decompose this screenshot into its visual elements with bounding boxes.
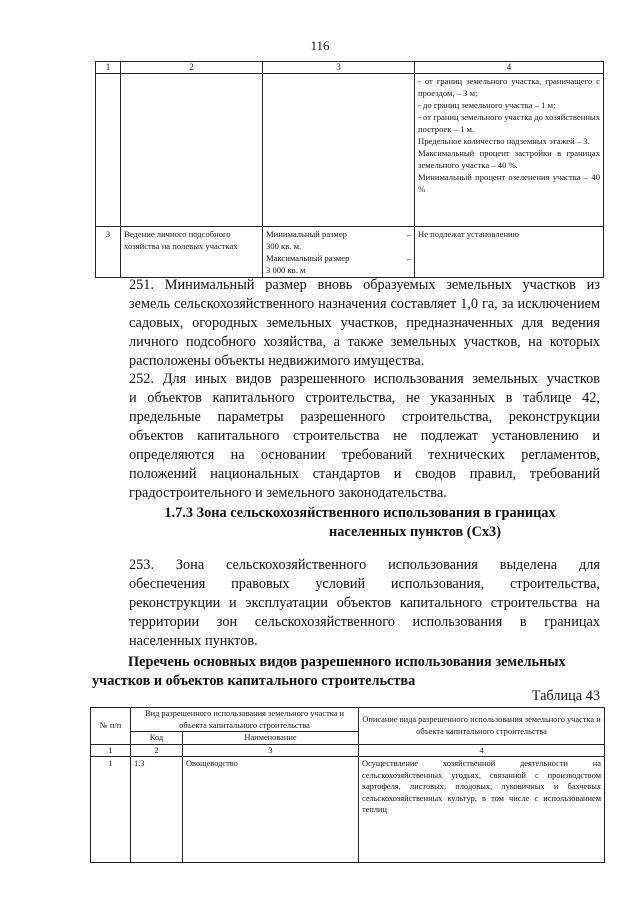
min-size-dash: – <box>406 229 411 239</box>
row-name: Овощеводство <box>183 757 359 863</box>
list-heading: Перечень основных видов разрешенного использования земельных участков и объектов капитального строительства <box>92 654 566 689</box>
paragraph-252: 252. Для иных видов разрешенного использования земельных участков и объектов капитального строительства, не указанных в таблице 42, предельные параметры разрешенного строительства, реконструкции объектов капитального строительства не подлежат установлению и определяются на основании требований технических регламентов, положений национальных стандартов и сводов правил, требований градостроительного и земельного законодательства. <box>129 371 600 501</box>
table-42-continuation <box>95 61 604 278</box>
row-number: 1 <box>91 757 131 863</box>
col-num-2: 2 <box>121 62 263 74</box>
header-description: Описание вида разрешенного использования земельного участка и объекта капитального строительства <box>359 708 605 745</box>
section-heading: 1.7.3 Зона сельскохозяйственного использования в границах населенных пунктов (Сх3) <box>164 505 556 540</box>
table-row <box>91 757 605 863</box>
table-caption: Таблица 43 <box>531 688 600 704</box>
max-size-dash: – <box>406 253 411 263</box>
paragraph-253: 253. Зона сельскохозяйственного использования выделена для обеспечения правовых условий использования, строительства, реконструкции и эксплуатации объектов капитального строительства на территории зон сельскохозяйственного использования в границах населенных пунктов. <box>129 557 600 649</box>
paragraph-251: 251. Минимальный размер вновь образуемых земельных участков из земель сельскохозяйственного назначения составляет 1,0 га, за исключением садовых, огородных земельных участков, предназначенных для ведения личного подсобного хозяйства, а также земельных участков, на которых расположены объекты недвижимого имущества. <box>129 277 600 369</box>
param-line: - от границ земельного участка до хозяйственных построек – 1 м. <box>418 112 600 134</box>
param-line: - до границ земельного участка – 1 м; <box>418 100 556 110</box>
max-size-value: 3 000 кв. м <box>266 265 306 275</box>
col-num-1: 1 <box>96 62 121 74</box>
col-num-3: 3 <box>263 62 415 74</box>
table-header-row <box>91 744 605 757</box>
header-name: Наименование <box>183 732 359 745</box>
table-43 <box>90 707 605 863</box>
table-header-row <box>91 708 605 732</box>
header-kind: Вид разрешенного использования земельного участка и объекта капитального строительства <box>131 708 359 732</box>
table-row <box>96 74 604 227</box>
parameters-cell: Не подлежат установлению <box>415 227 604 278</box>
min-size-value: 300 кв. м. <box>266 241 302 251</box>
col-num-4: 4 <box>359 744 605 757</box>
param-line: - от границ земельного участка, граничащего с проездом, – 3 м; <box>418 76 600 98</box>
row-code: 1.3 <box>131 757 183 863</box>
col-num-1: 1 <box>91 744 131 757</box>
table-header-row <box>96 62 604 74</box>
col-num-2: 2 <box>131 744 183 757</box>
max-size-label: Максимальный размер <box>266 253 350 263</box>
header-num: № п/п <box>91 708 131 745</box>
row-number: 3 <box>96 227 121 278</box>
header-code: Код <box>131 732 183 745</box>
use-kind-name: Ведение личного подсобного хозяйства на полевых участках <box>121 227 263 278</box>
param-line: Максимальный процент застройки в границах земельного участка – 40 %. <box>418 148 600 170</box>
param-line: Предельное количество надземных этажей – 3. <box>418 136 590 146</box>
parameters-cell <box>415 74 604 227</box>
col-num-3: 3 <box>183 744 359 757</box>
row-description: Осуществление хозяйственной деятельности на сельскохозяйственных угодьях, связанной с производством картофеля, листовых, плодовых, луковичных и бахчевых сельскохозяйственных культур, в том числе с использованием теплиц <box>359 757 605 863</box>
min-size-label: Минимальный размер <box>266 229 347 239</box>
size-cell <box>263 227 415 278</box>
table-row <box>96 227 604 278</box>
page-number: 116 <box>310 38 330 53</box>
param-line: Минимальный процент озеленения участка – 40 % <box>418 172 600 194</box>
col-num-4: 4 <box>415 62 604 74</box>
